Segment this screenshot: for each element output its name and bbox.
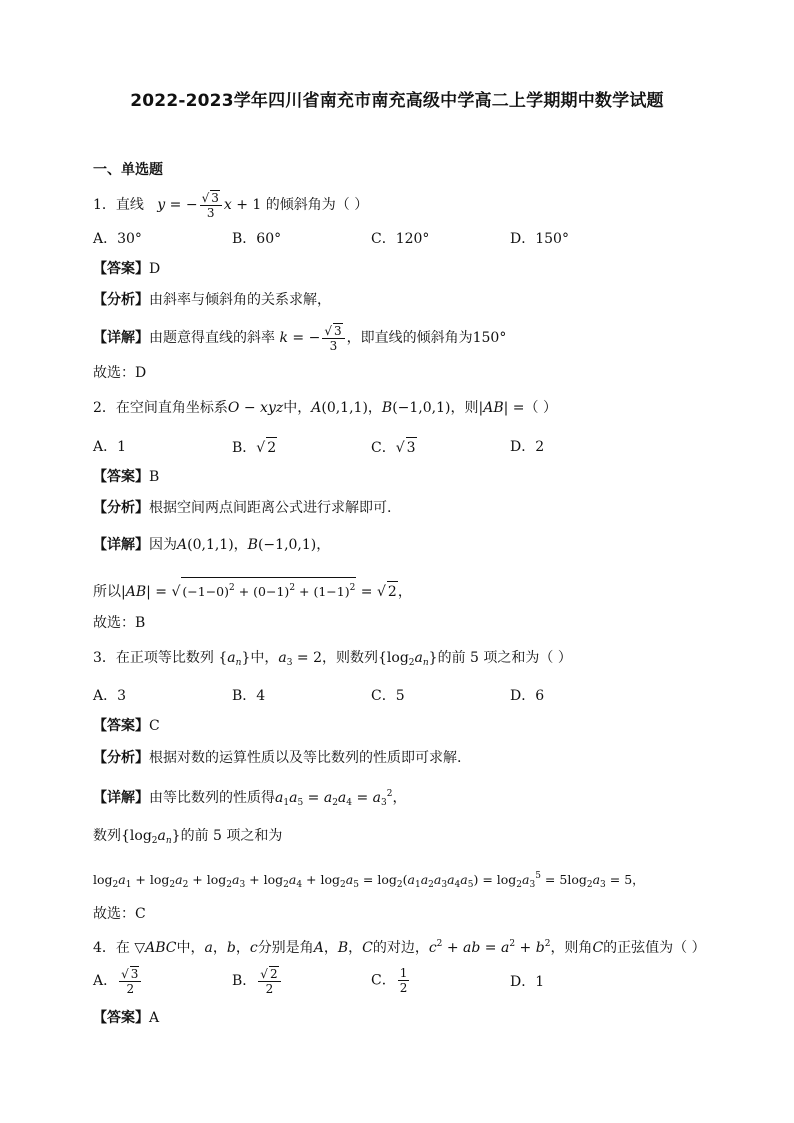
q3-detail: 【详解】由等比数列的性质得$a_1a_5 = a_2a_4 = a_3^2$， xyxy=(93,789,407,808)
q2-answer: 【答案】B xyxy=(93,469,160,485)
q3-choose: 故选：C xyxy=(93,906,146,922)
q1-analysis: 【分析】由斜率与倾斜角的关系求解， xyxy=(93,292,331,308)
q4-option-c: C． $\frac{1}{2}$ xyxy=(371,966,408,995)
q1-choose: 故选：D xyxy=(93,365,147,381)
q4-option-b: B． $\frac{√ 2}{2}$ xyxy=(232,966,283,996)
q3-answer: 【答案】C xyxy=(93,718,160,734)
q1-option-c: C．120° xyxy=(371,231,430,247)
page-title: 2022-2023学年四川省南充市南充高级中学高二上学期期中数学试题 xyxy=(130,91,664,111)
q3-option-c: C．5 xyxy=(371,688,405,704)
q3-sequence: 数列$\{\log_2a_n\}$的前 5 项之和为 xyxy=(93,828,283,846)
q1-option-a: A．30° xyxy=(93,231,142,247)
q3-option-b: B．4 xyxy=(232,688,266,704)
q4-answer: 【答案】A xyxy=(93,1010,160,1026)
q2-analysis: 【分析】根据空间两点间距离公式进行求解即可. xyxy=(93,500,392,516)
q4-option-a: A． $\frac{√ 3}{2}$ xyxy=(93,966,143,996)
question-1: 1．直线 y = − $\frac{√ 3}{3}$ x + 1 的倾斜角为（ ） xyxy=(93,191,369,220)
q2-option-c: C．√ 3 xyxy=(371,437,417,458)
q3-option-d: D．6 xyxy=(510,688,545,704)
question-4: 4．在 ▽ABC中，a，b，c分别是角A，B，C的对边，$c^2$ + ab = $a^2 + b^2$，则角C的正弦值为（ ） xyxy=(93,939,706,956)
q1-option-b: B．60° xyxy=(232,231,282,247)
q1-option-d: D．150° xyxy=(510,231,569,247)
question-2: 2．在空间直角坐标系O − xyz中，A(0,1,1)，B(−1,0,1)，则|AB| =（ ） xyxy=(93,400,557,416)
q3-analysis: 【分析】根据对数的运算性质以及等比数列的性质即可求解. xyxy=(93,750,462,766)
q2-option-d: D．2 xyxy=(510,439,545,455)
q2-choose: 故选：B xyxy=(93,615,146,631)
question-3: 3．在正项等比数列 $\{a_n\}$中，$a_3 = 2$，则数列$\{\log_2a_n\}$的前 5 项之和为（ ） xyxy=(93,650,572,668)
q3-equation: $\log_2a_1 + \log_2a_2 + \log_2a_3 + \log_2a_4 + \log_2a_5 = \log_2(a_1a_2a_3a_4a_5) = \log_2a_3^5 = 5\log_2a_3 = 5$， xyxy=(93,871,645,890)
section-heading: 一、单选题 xyxy=(93,162,163,178)
q4-option-d: D．1 xyxy=(510,974,545,990)
q2-option-b: B．√ 2 xyxy=(232,437,277,458)
q1-detail: 【详解】由题意得直线的斜率 k = − $\frac{√ 3}{3}$ ，即直线的倾斜角为150° xyxy=(93,324,507,353)
q1-answer: 【答案】D xyxy=(93,261,161,277)
q2-option-a: A．1 xyxy=(93,439,127,455)
q2-detail: 【详解】因为A(0,1,1)，B(−1,0,1)， xyxy=(93,537,331,553)
q2-so: 所以|AB| = √ $(-1-0)^2 + (0-1)^2 + (1-1)^2$ = √ 2， xyxy=(93,577,412,602)
q3-option-a: A．3 xyxy=(93,688,127,704)
